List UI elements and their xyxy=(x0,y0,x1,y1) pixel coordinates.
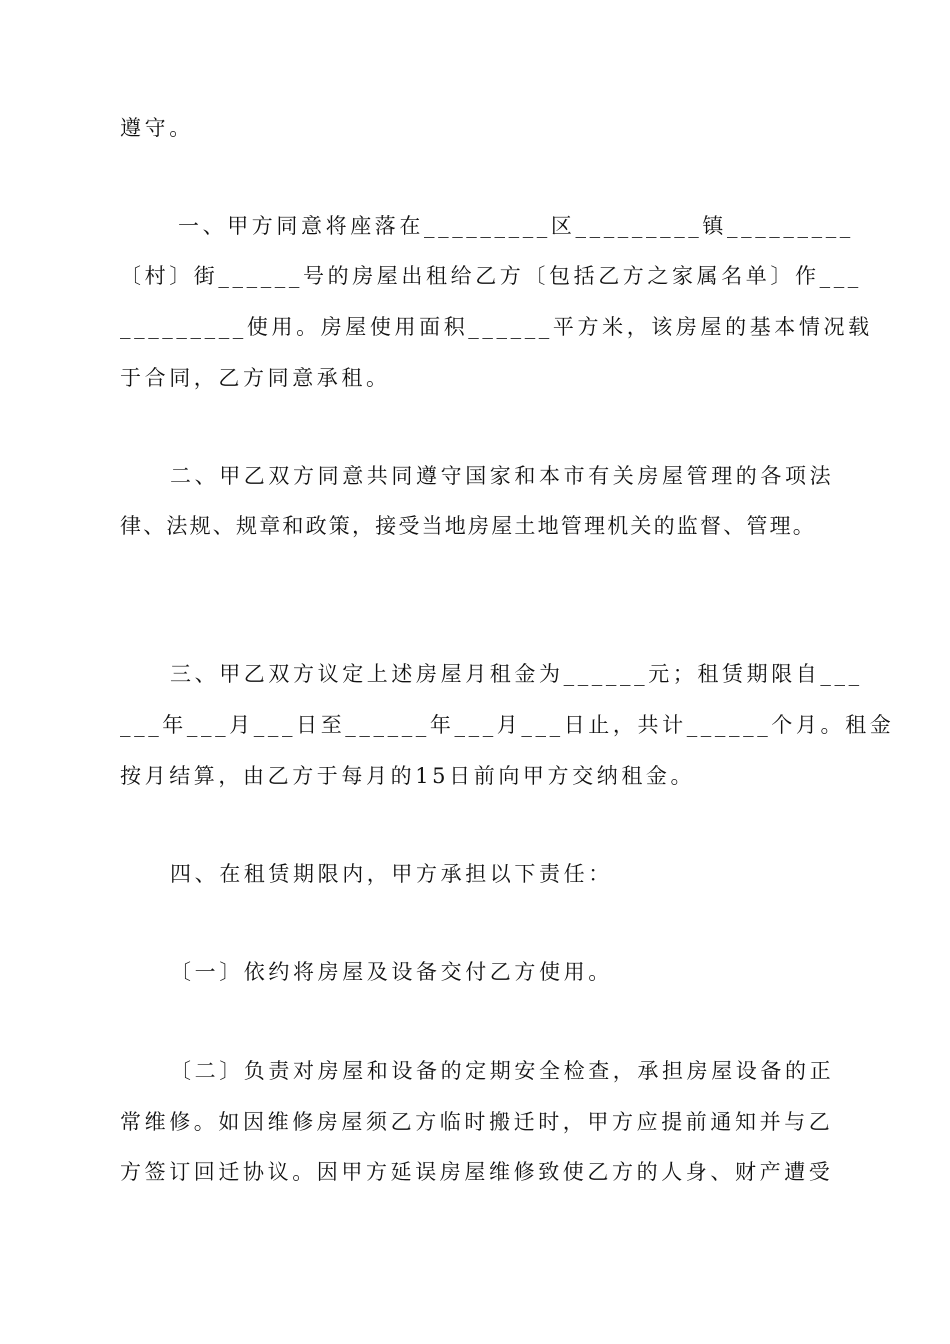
clause-1-line-4: 于合同，乙方同意承租。 xyxy=(120,366,391,390)
clause-1-line-1: 一、甲方同意将座落在_________区_________镇_________ xyxy=(178,214,854,238)
clause-2-line-1: 二、甲乙双方同意共同遵守国家和本市有关房屋管理的各项法 xyxy=(170,464,835,488)
clause-3-line-2: ___年___月___日至______年___月___日止，共计______个月。租金 xyxy=(120,713,895,737)
clause-4-heading: 四、在租赁期限内，甲方承担以下责任： xyxy=(170,862,613,886)
text-line-continuation: 遵守。 xyxy=(120,116,194,140)
clause-4-item-2-line-3: 方签订回迁协议。因甲方延误房屋维修致使乙方的人身、财产遭受 xyxy=(120,1160,834,1184)
clause-2-line-2: 律、法规、规章和政策，接受当地房屋土地管理机关的监督、管理。 xyxy=(120,514,816,538)
clause-3-line-1: 三、甲乙双方议定上述房屋月租金为______元；租赁期限自___ xyxy=(170,662,863,686)
clause-3-line-3: 按月结算，由乙方于每月的15日前向甲方交纳租金。 xyxy=(120,764,696,788)
clause-1-line-3: _________使用。房屋使用面积______平方米，该房屋的基本情况载 xyxy=(120,315,873,339)
clause-4-item-2-line-2: 常维修。如因维修房屋须乙方临时搬迁时，甲方应提前通知并与乙 xyxy=(120,1110,834,1134)
clause-4-item-1: 〔一〕依约将房屋及设备交付乙方使用。 xyxy=(170,960,613,984)
clause-4-item-2-line-1: 〔二〕负责对房屋和设备的定期安全检查，承担房屋设备的正 xyxy=(170,1059,835,1083)
clause-1-line-2: 〔村〕街______号的房屋出租给乙方〔包括乙方之家属名单〕作___ xyxy=(120,264,862,288)
